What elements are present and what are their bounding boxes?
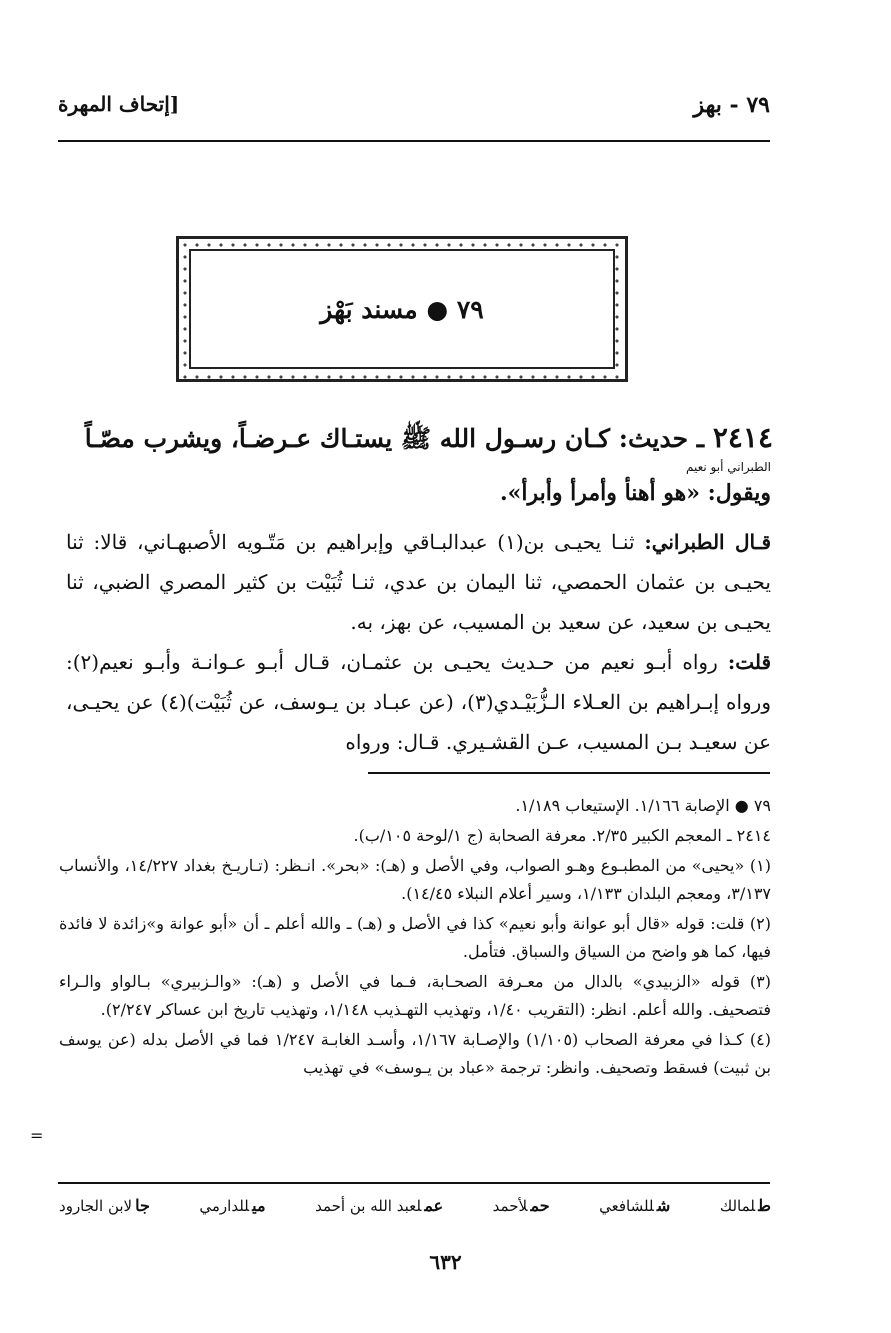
hadith-line1 xyxy=(73,420,773,457)
book-title: [إتحاف المهرة xyxy=(58,92,180,116)
hadith-heading xyxy=(73,420,773,457)
abbreviation-item xyxy=(599,1196,670,1215)
paragraph-text: رواه أبـو نعيم من حـديث يحيـى بن عثمـان، قـال أبـو عـوانـة وأبـو نعيم(٢): ورواه إبـراهيم بن العـلاء الـزُّبَيْـدي(٣)، (عن عبـاد بن يـوسف، عن ثُبَيْت)(٤) عن يحيـى، عن سعيـد بـن المسيب، عـن القشـيري. قـال: ورواه xyxy=(66,650,771,754)
footnote: (٣) قوله «الزبيدي» بالدال من معـرفة الصحـابة، فـما في الأصل و (هـ): «والـزبيري» بـالواو والـراء فتصحيف. والله أعلم. انظر: (التقريب ١/٤٠، وتهذيب التهـذيب ١/١٤٨، وتهذيب تاريخ ابن عساكر ٢/٢٤٧). xyxy=(59,972,771,1019)
abbreviation-code: جا xyxy=(135,1196,150,1215)
abbreviation-name: للشافعي xyxy=(599,1197,654,1215)
footnote: ٢٤١٤ ـ المعجم الكبير ٢/٣٥. معرفة الصحابة (ج ١/لوحة ١٠٥/ب). xyxy=(353,826,771,845)
footnote: (١) «يحيى» من المطبـوع وهـو الصواب، وفي الأصل و (هـ): «بحر». انـظر: (تـاريـخ بغداد ١٤/٢٢٧، والأنساب ٣/١٣٧، ومعجم البلدان ١/١٣٣، وسير أعلام النبلاء ١٤/٤٥). xyxy=(59,856,771,903)
footnote: (٤) كـذا في معرفة الصحاب (١/١٠٥) والإصـابة ١/١٦٧، وأسـد الغابـة ١/٢٤٧ فما في الأصل بدله (عن يوسف بن ثبيت) فسقط وتصحيف. وانظر: ترجمة «عباد بن يـوسف» في تهذيب xyxy=(59,1030,771,1077)
abbreviation-code: ط xyxy=(758,1196,771,1215)
frame-inner xyxy=(189,249,615,369)
ornamental-frame xyxy=(176,236,628,382)
paragraph-tabarani xyxy=(66,522,771,642)
footnote: ٧٩ ● الإصابة ١/١٦٦. الإستيعاب ١/١٨٩. xyxy=(515,796,771,815)
abbreviation-name: لابن الجارود xyxy=(59,1197,133,1215)
abbreviation-item xyxy=(720,1196,771,1215)
section-title: ٧٩ ● مسند بَهْز xyxy=(320,294,484,324)
abbreviation-item xyxy=(199,1196,265,1215)
paragraph-text: ثنـا يحيـى بن(١) عبدالبـاقي وإبراهيم بن مَتّـويه الأصبهـاني، قالا: ثنا يحيـى بن عثمان الحمصي، ثنا اليمان بن عدي، ثنـا ثُبَيْت بن كثير المصري الضبي، ثنا يحيـى بن سعيد، عن سعيد بن المسيب، عن بهز، به. xyxy=(66,530,771,634)
chapter-heading: ٧٩ - بهز xyxy=(693,92,770,118)
abbreviation-name: للدارمي xyxy=(199,1197,250,1215)
footnote: (٢) قلت: قوله «قال أبو عوانة وأبو نعيم» كذا في الأصل و (هـ) ـ والله أعلم ـ أن «أبو عوانة و»زائدة لا فائدة فيها، كما هو واضح من السياق والسباق. فتأمل. xyxy=(59,914,772,961)
abbreviation-name: لأحمد xyxy=(492,1197,528,1215)
abbreviation-name: لمالك xyxy=(719,1197,756,1215)
page-number: ٦٣٢ xyxy=(429,1250,462,1274)
hadith-source: الطبراني أبو نعيم xyxy=(686,460,771,474)
paragraph-qultu xyxy=(66,642,771,762)
abbreviation-key xyxy=(59,1196,771,1215)
paragraph-label: قـال الطبراني: xyxy=(644,530,772,554)
paragraph-label: قلت: xyxy=(727,650,772,674)
abbreviation-code: ش xyxy=(656,1196,671,1215)
page-header xyxy=(58,88,770,128)
abbreviation-code: مي xyxy=(252,1196,266,1215)
abbreviation-code: عم xyxy=(424,1196,444,1215)
hadith-number: ٢٤١٤ xyxy=(712,421,773,454)
footnotes xyxy=(59,792,771,1084)
abbreviation-item xyxy=(493,1196,550,1215)
abbreviation-name: لعبد الله بن أحمد xyxy=(315,1197,422,1215)
abbreviation-item xyxy=(59,1196,150,1215)
hadith-text: ـ حديث: كـان رسـول الله ﷺ يستـاك عـرضـاً، ويشرب مصّـاً xyxy=(84,424,705,453)
bottom-rule xyxy=(58,1182,770,1184)
abbreviation-item xyxy=(315,1196,443,1215)
hadith-line2: ويقول: «هو أهنأ وأمرأ وأبرأ». xyxy=(499,480,771,506)
footnote-rule xyxy=(368,772,770,774)
continuation-mark: = xyxy=(30,1126,44,1145)
header-rule xyxy=(58,140,770,142)
abbreviation-code: حم xyxy=(530,1196,550,1215)
